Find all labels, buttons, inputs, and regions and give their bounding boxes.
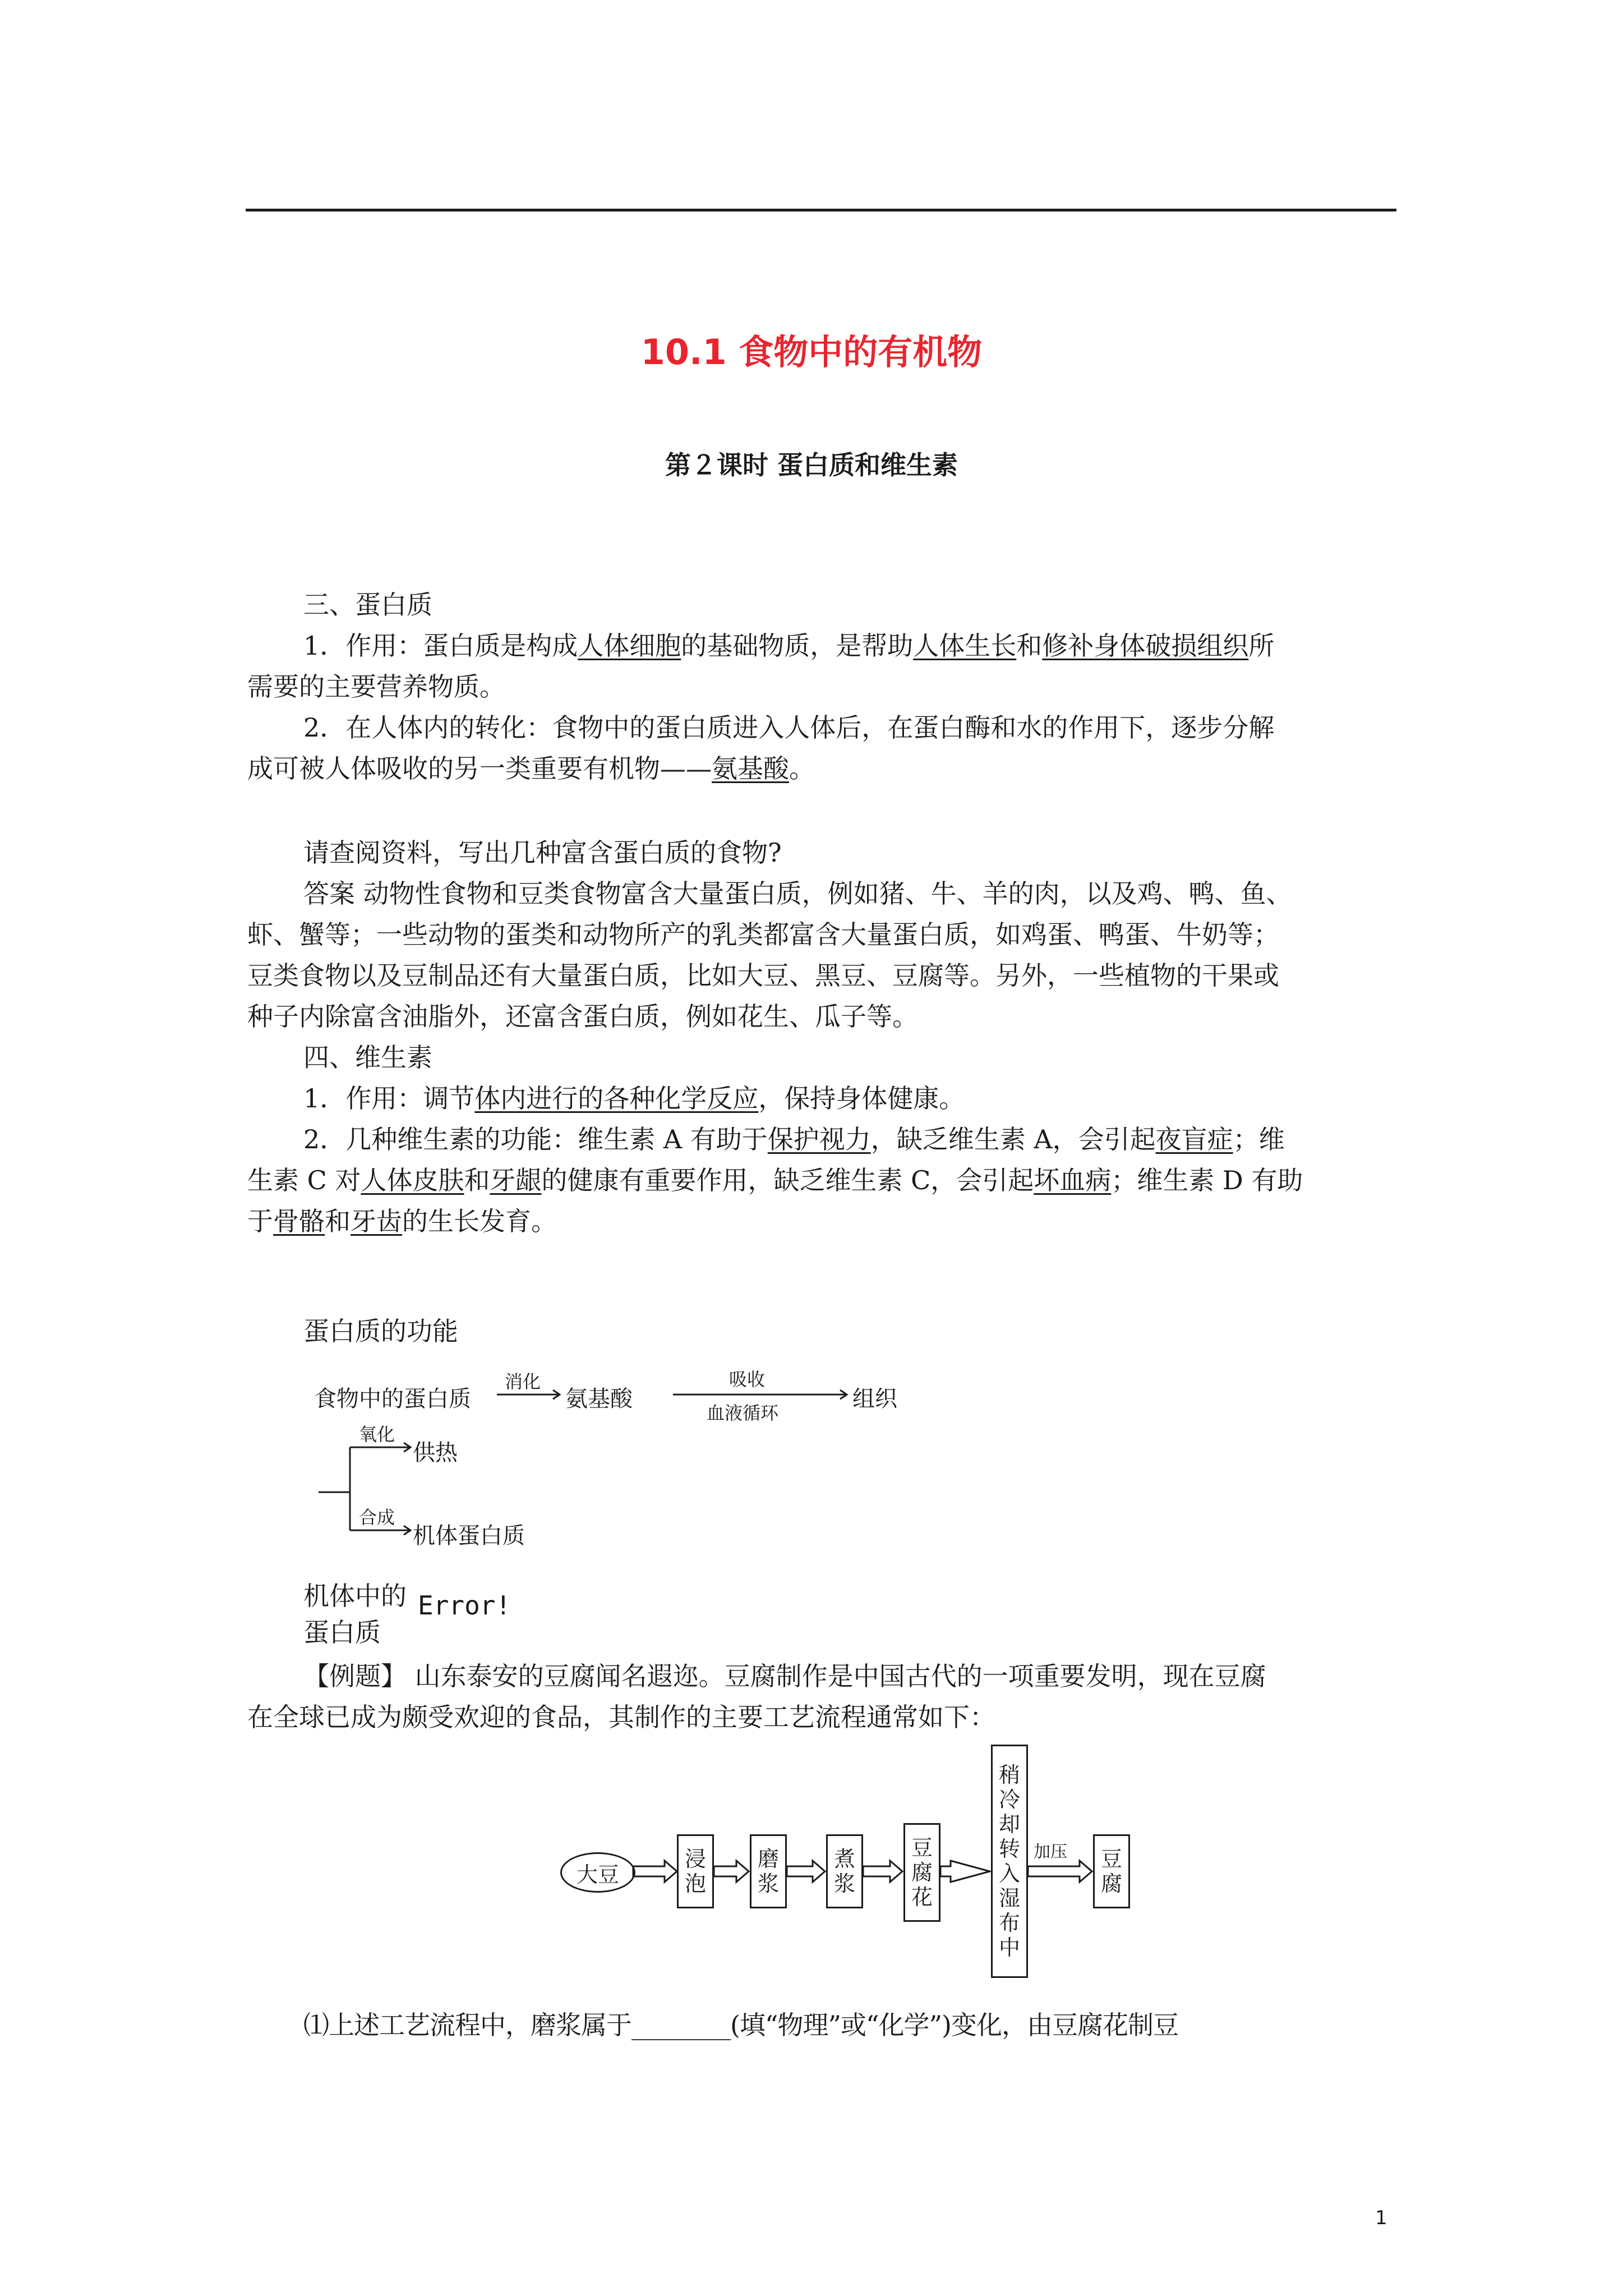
blank-answer: 修补身体破损组织 bbox=[1042, 631, 1249, 661]
function-heading: 蛋白质的功能 bbox=[303, 1316, 458, 1346]
example-line2: 在全球已成为颇受欢迎的食品，其制作的主要工艺流程通常如下： bbox=[247, 1702, 995, 1732]
lesson-subtitle: 第２课时 蛋白质和维生素 bbox=[665, 450, 958, 480]
page-number: 1 bbox=[1375, 2207, 1387, 2229]
cool-node: 稍 冷 却 转 入 湿 布 中 bbox=[991, 1745, 1028, 1978]
section-heading-protein: 三、蛋白质 bbox=[303, 590, 432, 620]
flow-arrow bbox=[940, 1861, 990, 1882]
header-rule bbox=[246, 209, 1396, 211]
answer-line: 豆类食物以及豆制品还有大量蛋白质，比如大豆、黑豆、豆腐等。另外，一些植物的干果或 bbox=[247, 960, 1279, 991]
tofu-process-diagram bbox=[558, 1745, 1147, 1980]
press-label: 加压 bbox=[1034, 1842, 1067, 1862]
protein-transform-line2: 成可被人体吸收的另一类重要有机物——氨基酸。 bbox=[247, 753, 815, 784]
blank-answer: 人体细胞 bbox=[578, 631, 681, 661]
oxidize-label: 氧化 bbox=[359, 1424, 395, 1445]
soak-node: 浸 泡 bbox=[677, 1834, 714, 1908]
food-protein-label: 食物中的蛋白质 bbox=[314, 1386, 471, 1412]
grind-node: 磨 浆 bbox=[750, 1834, 787, 1908]
soybean-node: 大豆 bbox=[560, 1852, 635, 1893]
blood-circulation-label: 血液循环 bbox=[707, 1402, 779, 1424]
answer-line: 种子内除富含油脂外，还富含蛋白质，例如花生、瓜子等。 bbox=[247, 1001, 918, 1032]
protein-flow-diagram bbox=[314, 1364, 920, 1549]
protein-transform-line1: 2．在人体内的转化：食物中的蛋白质进入人体后，在蛋白酶和水的作用下，逐步分解 bbox=[303, 712, 1275, 743]
absorb-label: 吸收 bbox=[729, 1369, 766, 1390]
flow-arrow bbox=[787, 1861, 825, 1882]
section-heading-vitamin: 四、维生素 bbox=[303, 1042, 432, 1073]
protein-role-line1: 1．作用：蛋白质是构成人体细胞的基础物质，是帮助人体生长和修补身体破损组织所 bbox=[303, 631, 1275, 661]
question-1: ⑴上述工艺流程中，磨浆属于________(填“物理”或“化学”)变化，由豆腐花制豆 bbox=[303, 2010, 1178, 2040]
blank-answer: 保护视力 bbox=[767, 1124, 871, 1154]
body-protein-label: 机体蛋白质 bbox=[413, 1523, 525, 1549]
flow-arrow bbox=[1028, 1861, 1092, 1882]
vitamin-func-line2: 生素 C 对人体皮肤和牙龈的健康有重要作用，缺乏维生素 C，会引起坏血病；维生素 D 有助 bbox=[247, 1165, 1303, 1195]
vitamin-func-line3: 于骨骼和牙齿的生长发育。 bbox=[247, 1206, 557, 1236]
boil-node: 煮 浆 bbox=[826, 1834, 863, 1908]
flow-arrow bbox=[863, 1861, 902, 1882]
heat-supply-label: 供热 bbox=[413, 1440, 458, 1466]
digest-label: 消化 bbox=[505, 1371, 541, 1392]
amino-acid-label: 氨基酸 bbox=[565, 1386, 633, 1412]
blank-answer: 牙龈 bbox=[490, 1165, 542, 1195]
error-text: Error! bbox=[418, 1590, 511, 1621]
body-protein-caption-1: 机体中的 bbox=[303, 1581, 407, 1611]
answer-line: 虾、蟹等；一些动物的蛋类和动物所产的乳类都富含大量蛋白质，如鸡蛋、鸭蛋、牛奶等； bbox=[247, 919, 1279, 950]
flow-arrow bbox=[633, 1861, 677, 1882]
body-protein-caption-2: 蛋白质 bbox=[303, 1617, 381, 1648]
blank-answer: 体内进行的各种化学反应 bbox=[474, 1083, 759, 1114]
blank-answer: 人体皮肤 bbox=[361, 1165, 464, 1195]
blank-answer: 坏血病 bbox=[1034, 1165, 1112, 1195]
blank-answer: 骨骼 bbox=[273, 1206, 325, 1236]
vitamin-role: 1．作用：调节体内进行的各种化学反应，保持身体健康。 bbox=[303, 1083, 965, 1114]
answer-line: 答案 动物性食物和豆类食物富含大量蛋白质，例如猪、牛、羊的肉，以及鸡、鸭、鱼、 bbox=[303, 878, 1292, 909]
synthesis-label: 合成 bbox=[359, 1507, 395, 1528]
tissue-label: 组织 bbox=[852, 1386, 897, 1412]
flow-arrow bbox=[714, 1861, 749, 1882]
question-prompt: 请查阅资料，写出几种富含蛋白质的食物? bbox=[303, 838, 782, 868]
vitamin-func-line1: 2．几种维生素的功能：维生素 A 有助于保护视力，缺乏维生素 A，会引起夜盲症；维 bbox=[303, 1124, 1285, 1154]
tofu-node: 豆 腐 bbox=[1093, 1834, 1130, 1908]
blank-answer: 牙齿 bbox=[351, 1206, 402, 1236]
protein-role-line2: 需要的主要营养物质。 bbox=[247, 671, 505, 702]
blank-answer: 氨基酸 bbox=[712, 753, 789, 784]
blank-answer: 夜盲症 bbox=[1155, 1124, 1233, 1154]
page-title: 10.1 食物中的有机物 bbox=[640, 332, 983, 372]
blank-answer: 人体生长 bbox=[913, 631, 1017, 661]
example-line1: 【例题】 山东泰安的豆腐闻名遐迩。豆腐制作是中国古代的一项重要发明，现在豆腐 bbox=[303, 1661, 1266, 1691]
curd-node: 豆 腐 花 bbox=[903, 1823, 940, 1922]
